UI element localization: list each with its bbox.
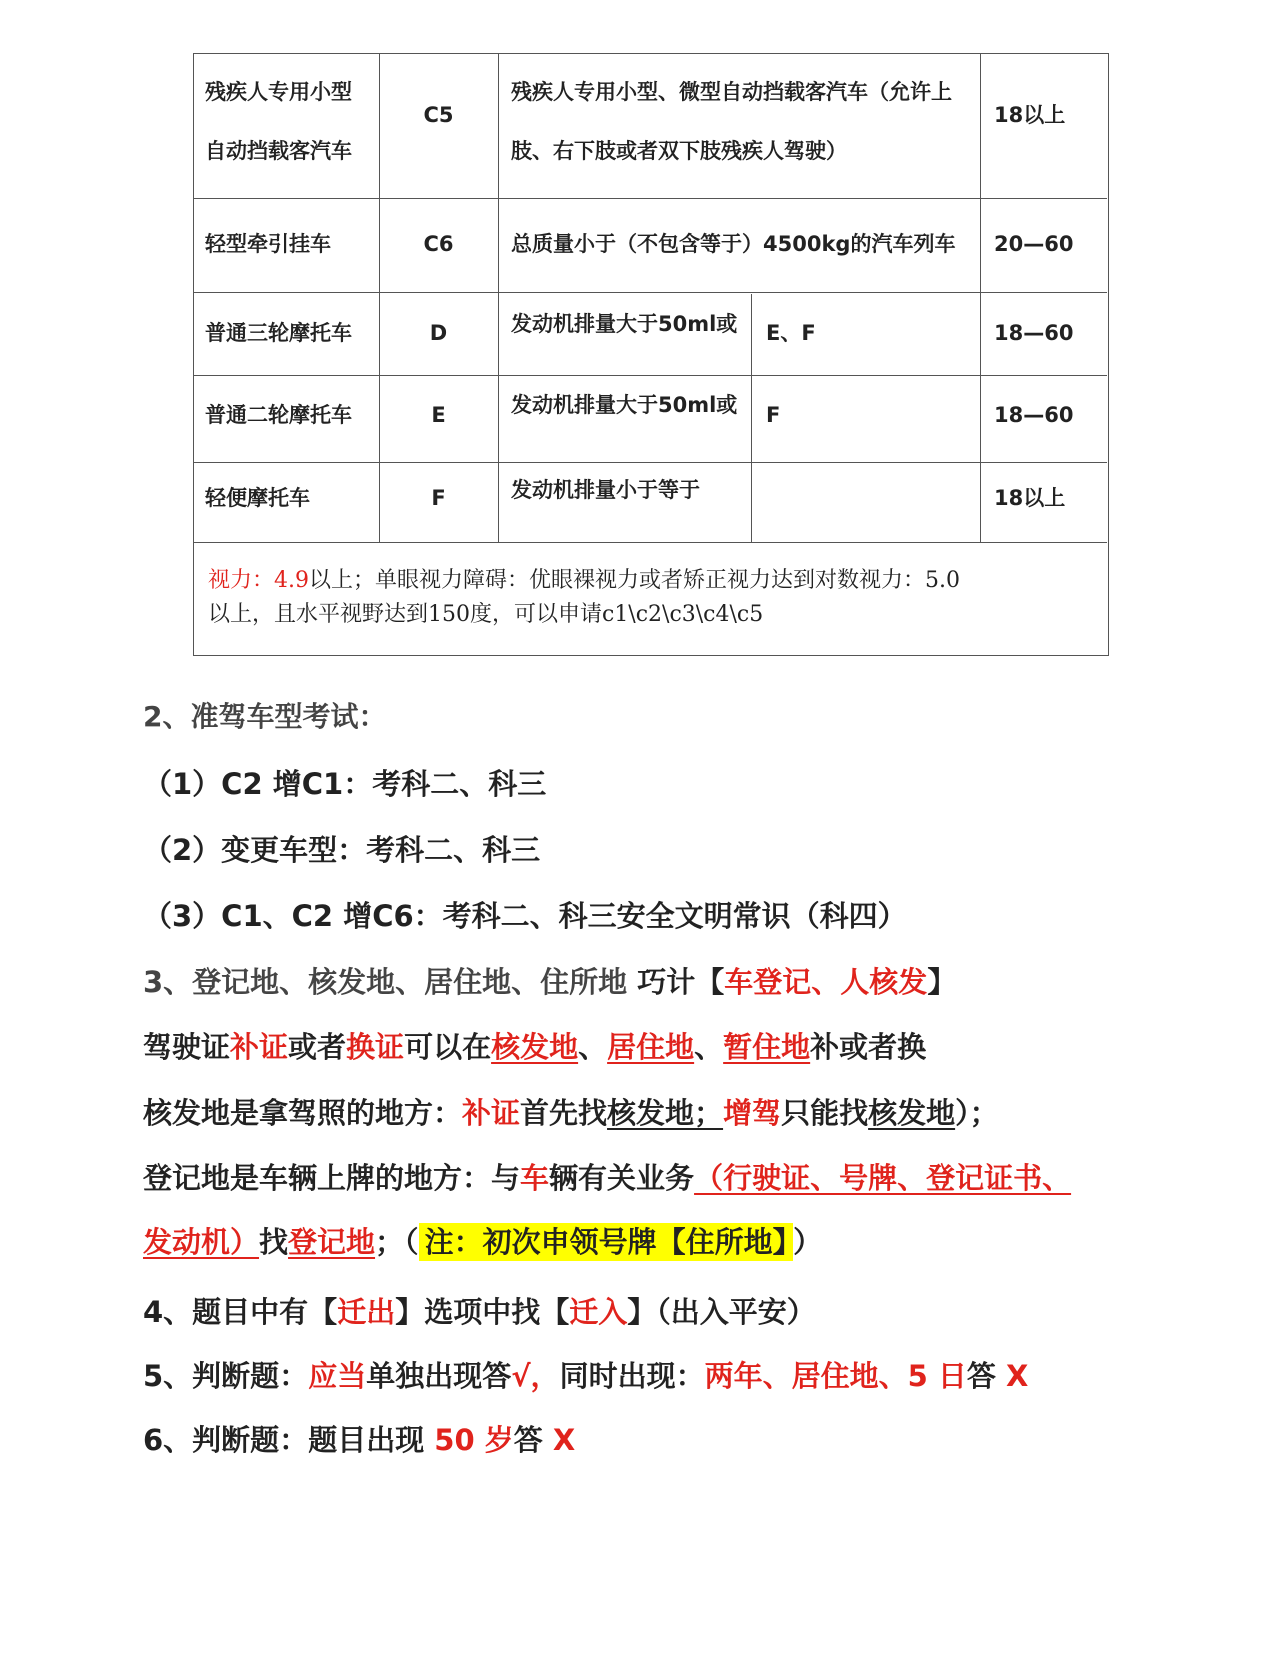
table-cell-desc: 发动机排量大于50ml或: [511, 312, 738, 336]
text: 】选项中找【: [395, 1295, 570, 1329]
table-cell-code: C5: [423, 103, 454, 127]
col-divider: [498, 54, 499, 542]
row-divider: [194, 462, 1107, 463]
highlight-note: 注：初次申领号牌【住所地】: [419, 1223, 794, 1261]
license-table: [193, 53, 1109, 656]
row-divider: [194, 542, 1107, 543]
table-cell-type: 轻便摩托车: [205, 486, 310, 510]
text: 辆有关业务: [549, 1161, 695, 1195]
text: 4、题目中有【: [143, 1295, 338, 1329]
section-3-line: [143, 1091, 999, 1132]
text: 】（出入平安）: [627, 1295, 816, 1329]
table-cell-age: 18—60: [994, 403, 1074, 427]
text: ）；: [955, 1096, 999, 1130]
section-3-line: [143, 1025, 926, 1066]
table-cell-type: 普通二轮摩托车: [205, 403, 352, 427]
table-cell-desc: 残疾人专用小型、微型自动挡载客汽车（允许上: [511, 80, 952, 104]
section-2-item: （3）C1、C2 增C6：考科二、科三安全文明常识（科四）: [143, 899, 907, 933]
keyword: 增驾: [723, 1096, 782, 1130]
table-cell-age: 18—60: [994, 321, 1074, 345]
keyword: 核发地；: [607, 1096, 724, 1130]
section-6: [143, 1418, 575, 1459]
table-cell-extra: E、F: [766, 321, 816, 345]
text: 同时出现：: [559, 1359, 705, 1393]
keyword: 暂住地: [723, 1030, 811, 1064]
text: 首先找: [520, 1096, 608, 1130]
text: 补或者换: [810, 1030, 927, 1064]
table-cell-type: 轻型牵引挂车: [205, 232, 331, 256]
text: 与: [491, 1161, 521, 1195]
text: 登记地是车辆上牌的地方：: [143, 1161, 492, 1195]
text: 或者: [288, 1030, 347, 1064]
section-4: [143, 1290, 816, 1331]
keyword: 迁出: [337, 1295, 396, 1329]
table-cell-code: F: [431, 486, 446, 510]
keyword: 补证: [230, 1030, 289, 1064]
keyword: 换证: [346, 1030, 405, 1064]
section-3-title: [143, 960, 956, 1001]
keyword: 登记地: [288, 1225, 376, 1259]
text: 只能找: [781, 1096, 869, 1130]
row-divider: [194, 292, 1107, 293]
table-cell-extra: F: [766, 403, 781, 427]
vision-note-text: 以上；单眼视力障碍：优眼裸视力或者矫正视力达到对数视力：5.0: [309, 568, 960, 593]
tip-text: 巧计【: [627, 965, 725, 999]
text: 答: [966, 1359, 1006, 1393]
text: 可以在: [404, 1030, 492, 1064]
col-divider: [980, 54, 981, 542]
text: ）: [793, 1225, 823, 1259]
keyword: 迁入: [569, 1295, 628, 1329]
keyword: √，: [511, 1359, 560, 1393]
text: ；（: [375, 1225, 419, 1259]
vision-note-text: 以上，且水平视野达到150度，可以申请c1\c2\c3\c4\c5: [208, 602, 764, 627]
row-divider: [194, 375, 1107, 376]
section-2-title: 2、准驾车型考试：: [143, 700, 387, 733]
text: 、: [694, 1030, 724, 1064]
row-divider: [194, 198, 1107, 199]
table-cell-desc: 发动机排量小于等于: [511, 478, 700, 502]
table-cell-type: 自动挡载客汽车: [205, 139, 352, 163]
keyword: 50 岁: [434, 1423, 514, 1457]
text: 6、判断题：: [143, 1423, 309, 1457]
keyword: 核发地: [491, 1030, 579, 1064]
keyword: 居住地: [607, 1030, 695, 1064]
section-2-item: （2）变更车型：考科二、科三: [143, 833, 541, 867]
table-cell-desc: 总质量小于（不包含等于）4500kg的汽车列车: [511, 232, 956, 256]
section-3-line: [143, 1220, 822, 1261]
table-cell-age: 20—60: [994, 232, 1074, 256]
vision-label: 视力：4.9: [208, 568, 309, 593]
text: 核发地是拿驾照的地方：: [143, 1096, 463, 1130]
table-cell-code: E: [431, 403, 446, 427]
text: 5、判断题：: [143, 1359, 309, 1393]
vision-note: [208, 564, 1088, 632]
table-cell-type: 普通三轮摩托车: [205, 321, 352, 345]
keyword: 应当: [308, 1359, 367, 1393]
table-cell-type: 残疾人专用小型: [205, 80, 352, 104]
text: 驾驶证: [143, 1030, 231, 1064]
keyword: （行驶证、号牌、登记证书、: [694, 1161, 1072, 1195]
table-cell-code: C6: [423, 232, 454, 256]
table-cell-age: 18以上: [994, 486, 1066, 510]
keyword: 发动机）: [143, 1225, 260, 1259]
text: 答: [513, 1423, 553, 1457]
text: 题目出现: [308, 1423, 435, 1457]
tip-text: 】: [927, 965, 957, 999]
table-cell-desc: 发动机排量大于50ml或: [511, 393, 738, 417]
table-cell-code: D: [429, 321, 448, 345]
text: 单独出现答: [366, 1359, 512, 1393]
keyword: 核发地: [868, 1096, 956, 1130]
text: 找: [259, 1225, 289, 1259]
tip-highlight: 车登记、人核发: [724, 965, 928, 999]
table-cell-age: 18以上: [994, 103, 1066, 127]
section-2-item: （1）C2 增C1：考科二、科三: [143, 767, 547, 801]
section-5: [143, 1354, 1028, 1395]
keyword: 车: [520, 1161, 550, 1195]
keyword: X: [552, 1423, 576, 1457]
keyword: X: [1005, 1359, 1029, 1393]
col-divider: [751, 294, 752, 542]
text: 、: [578, 1030, 608, 1064]
section-3-heading: 3、登记地、核发地、居住地、住所地: [143, 965, 628, 999]
keyword: 补证: [462, 1096, 521, 1130]
table-cell-desc: 肢、右下肢或者双下肢残疾人驾驶）: [511, 139, 847, 163]
section-3-line: [143, 1156, 1071, 1197]
keyword: 两年、居住地、5 日: [704, 1359, 967, 1393]
